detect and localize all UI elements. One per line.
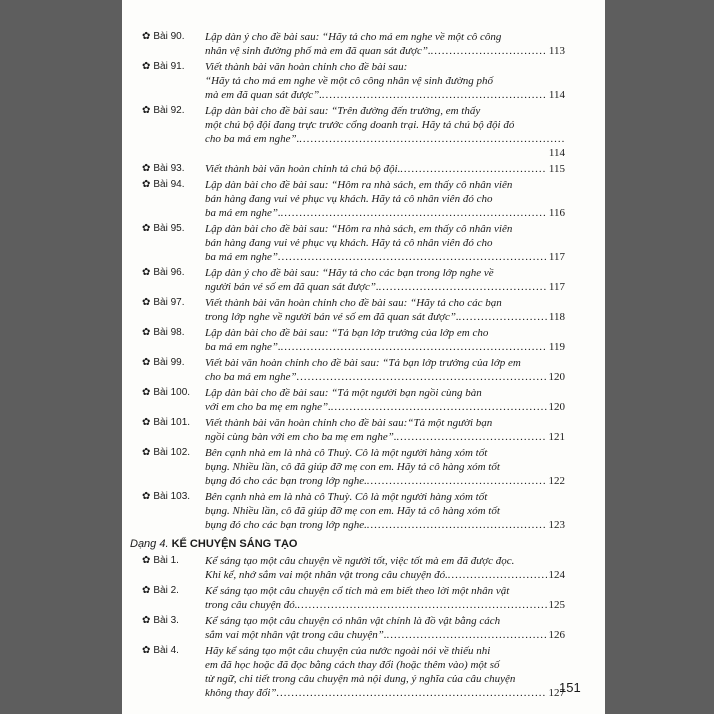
entry-body <box>205 266 565 294</box>
dot-leader <box>322 88 547 102</box>
entry-body <box>205 222 565 264</box>
flower-bullet-icon: ✿ <box>142 585 151 596</box>
entry-line <box>205 474 565 488</box>
entry-text: Viết thành bài văn hoàn chỉnh cho đề bài sau:“Tả một người bạn <box>205 417 493 429</box>
entry-text: bụng. Nhiều lần, cô đã giúp đỡ mẹ con em. Hãy tả cô hàng xóm tốt <box>205 505 500 517</box>
entry-line <box>205 386 565 400</box>
entry-text: Khi kể, nhớ sắm vai một nhân vật trong câu chuyện đó. <box>205 569 448 581</box>
dot-leader <box>281 340 547 354</box>
section-title: KỂ CHUYỆN SÁNG TẠO <box>171 538 298 550</box>
entry-label <box>142 296 202 310</box>
flower-bullet-icon: ✿ <box>142 327 151 338</box>
entry-body <box>205 386 565 414</box>
entry-text: Lập dàn ý cho đề bài sau: “Hãy tả cho các bạn trong lớp nghe về <box>205 267 494 279</box>
entry-label <box>142 60 202 74</box>
entry-text: Lập dàn bài cho đề bài sau: “Tả một người bạn ngồi cùng bàn <box>205 387 482 399</box>
section-heading <box>130 538 565 550</box>
dot-leader <box>277 686 547 700</box>
entry-page-number: 127 <box>548 687 565 699</box>
entry-body <box>205 296 565 324</box>
entry-page-number: 126 <box>548 629 565 641</box>
entry-label-text: Bài 94. <box>153 179 185 190</box>
entry-text: cho ba má em nghe”. <box>205 133 300 145</box>
flower-bullet-icon: ✿ <box>142 61 151 72</box>
entry-text: một chú bộ đội đang trực trước cổng doanh trại. Hãy tả chú bộ đội đó <box>205 119 515 131</box>
entry-label-text: Bài 93. <box>153 163 185 174</box>
toc-entry <box>142 554 565 582</box>
entry-label-text: Bài 100. <box>153 387 191 398</box>
entry-page-number: 123 <box>548 519 565 531</box>
toc-entry <box>142 296 565 324</box>
entry-page-number: 120 <box>548 401 565 413</box>
entry-text: cho ba má em nghe” <box>205 371 297 383</box>
entry-body <box>205 326 565 354</box>
flower-bullet-icon: ✿ <box>142 297 151 308</box>
table-of-contents <box>130 30 565 700</box>
entry-text: bụng. Nhiều lần, cô đã giúp đỡ mẹ con em. Hãy tả cô hàng xóm tốt <box>205 461 500 473</box>
entry-body <box>205 614 565 642</box>
entry-label-text: Bài 98. <box>153 327 185 338</box>
book-page <box>122 0 605 714</box>
dot-leader <box>379 280 547 294</box>
entry-line <box>205 206 565 220</box>
entry-line <box>205 628 565 642</box>
entry-text: ngồi cùng bàn với em cho ba mẹ em nghe”. <box>205 431 397 443</box>
flower-bullet-icon: ✿ <box>142 645 151 656</box>
entry-line <box>205 296 565 310</box>
dot-leader <box>367 474 547 488</box>
entry-text: Kể sáng tạo một câu chuyện có nhân vật chính là đồ vật bằng cách <box>205 615 501 627</box>
entry-label <box>142 490 202 504</box>
entry-label <box>142 644 202 658</box>
entry-line <box>205 326 565 340</box>
entry-label <box>142 386 202 400</box>
entry-text: trong lớp nghe về người bán vé số em đã quan sát được”. <box>205 311 459 323</box>
flower-bullet-icon: ✿ <box>142 447 151 458</box>
entry-line <box>205 598 565 612</box>
entry-text: Kể sáng tạo một câu chuyện cổ tích mà em biết theo lời một nhân vật <box>205 585 510 597</box>
entry-text: bụng đó cho các bạn trong lớp nghe. <box>205 475 367 487</box>
entry-text: “Hãy tả cho má em nghe về một cô công nhân vệ sinh đường phố <box>205 75 494 87</box>
entry-label-text: Bài 102. <box>153 447 191 458</box>
entry-label-text: Bài 99. <box>153 357 185 368</box>
entry-body <box>205 644 565 700</box>
flower-bullet-icon: ✿ <box>142 105 151 116</box>
toc-entry <box>142 644 565 700</box>
entry-label <box>142 554 202 568</box>
entry-line <box>205 222 565 236</box>
entry-text: em đã học hoặc đã đọc bằng cách thay đổi (hoặc thêm vào) một số <box>205 659 500 671</box>
entry-text: mà em đã quan sát được”. <box>205 89 322 101</box>
entry-line <box>205 192 565 206</box>
entry-label-text: Bài 90. <box>153 31 185 42</box>
entry-text: với em cho ba mẹ em nghe”. <box>205 401 331 413</box>
entry-line <box>205 236 565 250</box>
toc-entry <box>142 222 565 264</box>
dot-leader <box>281 206 547 220</box>
toc-entry <box>142 178 565 220</box>
flower-bullet-icon: ✿ <box>142 223 151 234</box>
dot-leader <box>448 568 547 582</box>
toc-entry <box>142 490 565 532</box>
entry-body <box>205 356 565 384</box>
entry-text: không thay đổi” <box>205 687 277 699</box>
entry-line <box>205 518 565 532</box>
flower-bullet-icon: ✿ <box>142 417 151 428</box>
entry-text: Viết thành bài văn hoàn chỉnh cho đề bài sau: <box>205 61 408 73</box>
dot-leader <box>459 310 547 324</box>
toc-entry <box>142 614 565 642</box>
entry-label-text: Bài 96. <box>153 267 185 278</box>
entry-page-number: 125 <box>548 599 565 611</box>
entry-text: người bán vé số em đã quan sát được”. <box>205 281 379 293</box>
toc-entry <box>142 60 565 102</box>
page-number: 151 <box>559 680 581 695</box>
entry-label <box>142 30 202 44</box>
entry-label <box>142 104 202 118</box>
entry-label-text: Bài 1. <box>153 555 179 566</box>
entry-label-text: Bài 4. <box>153 645 179 656</box>
entry-line <box>205 60 565 74</box>
entry-text: Hãy kể sáng tạo một câu chuyện của nước ngoài nói về thiếu nhi <box>205 645 491 657</box>
dot-leader <box>299 132 565 146</box>
entry-text: Lập dàn bài cho đề bài sau: “Hôm ra nhà sách, em thấy cô nhân viên <box>205 223 513 235</box>
flower-bullet-icon: ✿ <box>142 179 151 190</box>
toc-list-a <box>142 30 565 532</box>
entry-line <box>205 686 565 700</box>
flower-bullet-icon: ✿ <box>142 491 151 502</box>
flower-bullet-icon: ✿ <box>142 267 151 278</box>
entry-line <box>205 446 565 460</box>
entry-text: sắm vai một nhân vật trong câu chuyện”. <box>205 629 387 641</box>
dot-leader <box>397 430 547 444</box>
entry-line <box>205 504 565 518</box>
entry-line <box>205 44 565 58</box>
flower-bullet-icon: ✿ <box>142 163 151 174</box>
entry-body <box>205 490 565 532</box>
entry-label-text: Bài 97. <box>153 297 185 308</box>
section-prefix: Dạng 4. <box>130 538 172 550</box>
entry-text: Bên cạnh nhà em là nhà cô Thuỳ. Cô là một người hàng xóm tốt <box>205 491 488 503</box>
left-frame <box>0 0 122 714</box>
entry-label <box>142 446 202 460</box>
entry-page-number: 115 <box>548 163 565 175</box>
entry-label <box>142 614 202 628</box>
entry-label-text: Bài 101. <box>153 417 191 428</box>
entry-label <box>142 584 202 598</box>
entry-label-text: Bài 95. <box>153 223 185 234</box>
dot-leader <box>367 518 547 532</box>
entry-text: ba má em nghe”. <box>205 207 281 219</box>
entry-text: bán hàng đang vui vẻ phục vụ khách. Hãy tả cô nhân viên đó cho <box>205 237 493 249</box>
entry-line <box>205 280 565 294</box>
toc-entry <box>142 326 565 354</box>
entry-label <box>142 416 202 430</box>
entry-text: trong câu chuyện đó. <box>205 599 298 611</box>
entry-text: Bên cạnh nhà em là nhà cô Thuỳ. Cô là một người hàng xóm tốt <box>205 447 488 459</box>
entry-text: bán hàng đang vui vẻ phục vụ khách. Hãy tả cô nhân viên đó cho <box>205 193 493 205</box>
entry-body <box>205 446 565 488</box>
entry-line <box>205 672 565 686</box>
entry-line <box>205 400 565 414</box>
entry-line <box>205 132 565 146</box>
entry-line <box>205 430 565 444</box>
entry-text: từ ngữ, chi tiết trong câu chuyện mà nội dung, ý nghĩa của câu chuyện <box>205 673 516 685</box>
entry-line <box>205 554 565 568</box>
entry-line <box>205 340 565 354</box>
dot-leader <box>297 370 547 384</box>
entry-text: Viết thành bài văn hoàn chỉnh cho đề bài sau: “Hãy tả cho các bạn <box>205 297 502 309</box>
entry-line <box>205 356 565 370</box>
entry-page-number: 124 <box>548 569 565 581</box>
dot-leader <box>297 598 546 612</box>
entry-page-number: 114 <box>548 89 565 101</box>
entry-line <box>205 584 565 598</box>
entry-text: Lập dàn ý cho đề bài sau: “Hãy tả cho má em nghe về một cô công <box>205 31 502 43</box>
entry-line <box>205 74 565 88</box>
entry-text: Lập dàn bài cho đề bài sau: “Hôm ra nhà sách, em thấy cô nhân viên <box>205 179 513 191</box>
entry-page-number: 114 <box>548 147 565 159</box>
entry-text: nhân vệ sinh đường phố mà em đã quan sát được”. <box>205 45 431 57</box>
entry-line <box>205 614 565 628</box>
toc-entry <box>142 446 565 488</box>
right-frame <box>605 0 714 714</box>
entry-line <box>205 416 565 430</box>
toc-entry <box>142 266 565 294</box>
entry-line <box>205 370 565 384</box>
entry-body <box>205 416 565 444</box>
entry-body <box>205 30 565 58</box>
entry-line <box>205 88 565 102</box>
entry-line <box>205 30 565 44</box>
toc-entry <box>142 104 565 160</box>
toc-entry <box>142 356 565 384</box>
entry-body <box>205 554 565 582</box>
toc-entry <box>142 584 565 612</box>
dot-leader <box>331 400 547 414</box>
entry-label-text: Bài 2. <box>153 585 179 596</box>
flower-bullet-icon: ✿ <box>142 31 151 42</box>
entry-line <box>205 644 565 658</box>
entry-body <box>205 584 565 612</box>
entry-page-number: 113 <box>548 45 565 57</box>
entry-line <box>205 104 565 118</box>
entry-page-number: 118 <box>548 311 565 323</box>
entry-page-number: 120 <box>548 371 565 383</box>
entry-label <box>142 266 202 280</box>
entry-body <box>205 162 565 176</box>
dot-leader <box>400 162 547 176</box>
entry-label-text: Bài 103. <box>153 491 191 502</box>
entry-text: Viết thành bài văn hoàn chỉnh tả chú bộ đội. <box>205 163 401 175</box>
entry-line <box>205 310 565 324</box>
entry-text: Lập dàn bài cho đề bài sau: “Tả bạn lớp trưởng của lớp em cho <box>205 327 489 339</box>
toc-entry <box>142 386 565 414</box>
entry-label <box>142 162 202 176</box>
dot-leader <box>387 628 547 642</box>
toc-list-b <box>142 554 565 700</box>
entry-page-number: 121 <box>548 431 565 443</box>
entry-label <box>142 178 202 192</box>
entry-line <box>205 658 565 672</box>
entry-body <box>205 104 565 160</box>
entry-label <box>142 326 202 340</box>
toc-entry <box>142 30 565 58</box>
flower-bullet-icon: ✿ <box>142 615 151 626</box>
entry-text: ba má em nghe”. <box>205 341 281 353</box>
entry-page-number: 117 <box>548 281 565 293</box>
flower-bullet-icon: ✿ <box>142 357 151 368</box>
entry-text: Viết bài văn hoàn chỉnh cho đề bài sau: “Tả bạn lớp trưởng của lớp em <box>205 357 521 369</box>
entry-text: ba má em nghe” <box>205 251 279 263</box>
entry-body <box>205 178 565 220</box>
entry-page-number: 122 <box>548 475 565 487</box>
entry-label-text: Bài 91. <box>153 61 185 72</box>
entry-line <box>205 266 565 280</box>
entry-label <box>142 356 202 370</box>
toc-entry <box>142 416 565 444</box>
entry-line <box>205 460 565 474</box>
entry-page-number: 116 <box>548 207 565 219</box>
entry-page-number: 119 <box>548 341 565 353</box>
entry-label <box>142 222 202 236</box>
flower-bullet-icon: ✿ <box>142 555 151 566</box>
dot-leader <box>431 44 547 58</box>
entry-body <box>205 60 565 102</box>
entry-line <box>205 178 565 192</box>
entry-line <box>205 118 565 132</box>
entry-page-number: 117 <box>548 251 565 263</box>
entry-text: Kể sáng tạo một câu chuyện về người tốt, việc tốt mà em đã được đọc. <box>205 555 515 567</box>
dot-leader <box>278 250 547 264</box>
toc-entry <box>142 162 565 176</box>
entry-line <box>205 568 565 582</box>
flower-bullet-icon: ✿ <box>142 387 151 398</box>
entry-label-text: Bài 92. <box>153 105 185 116</box>
entry-text: Lập dàn bài cho đề bài sau: “Trên đường đến trường, em thấy <box>205 105 481 117</box>
entry-line <box>205 162 565 176</box>
entry-line <box>205 490 565 504</box>
entry-text: bụng đó cho các bạn trong lớp nghe. <box>205 519 367 531</box>
entry-label-text: Bài 3. <box>153 615 179 626</box>
entry-line <box>205 250 565 264</box>
